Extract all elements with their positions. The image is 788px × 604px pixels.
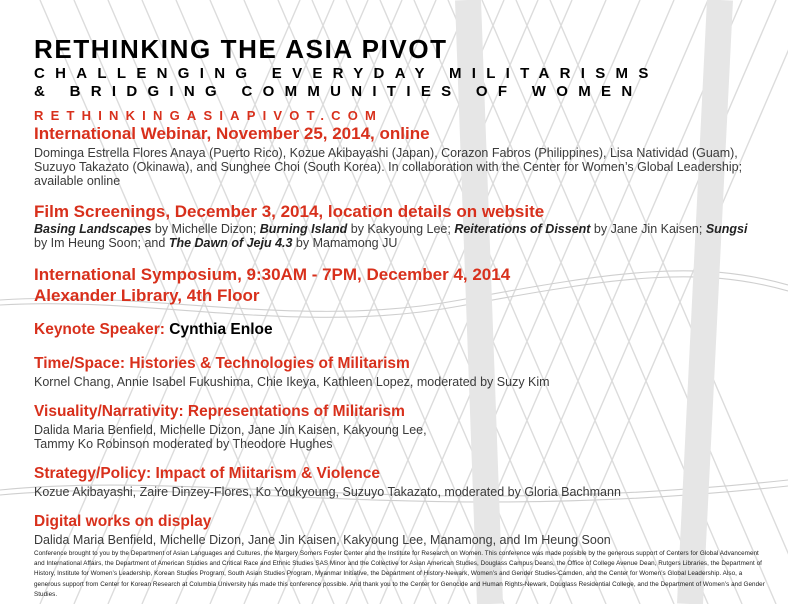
film-title: Sungsi: [705, 222, 748, 236]
film-screenings-heading: Film Screenings, December 3, 2014, location details on website: [34, 202, 545, 221]
flyer-subtitle-line1: CHALLENGING EVERYDAY MILITARISMS: [34, 65, 659, 82]
film-screenings-list: Basing Landscapes by Michelle Dizon; Burning Island by Kakyoung Lee; Reiterations of Dissent by Jane Jin Kaisen; Sungsi by Im Heung Soon; and The Dawn of Jeju 4.3 by Mamamong JU: [34, 222, 748, 250]
flyer-title: RETHINKING THE ASIA PIVOT: [34, 34, 448, 64]
flyer-subtitle-line2: & BRIDGING COMMUNITIES OF WOMEN: [34, 83, 643, 100]
panel-participants: Dalida Maria Benfield, Michelle Dizon, Jane Jin Kaisen, Kakyoung Lee, Tammy Ko Robinson moderated by Theodore Hughes: [34, 423, 427, 451]
panel-heading: Strategy/Policy: Impact of Miitarism & Violence: [34, 465, 380, 482]
film-title: The Dawn of Jeju 4.3: [168, 236, 293, 250]
film-title: Burning Island: [259, 222, 348, 236]
symposium-heading: International Symposium, 9:30AM - 7PM, December 4, 2014: [34, 265, 511, 284]
film-title: Basing Landscapes: [34, 222, 152, 236]
keynote-line: [34, 321, 273, 339]
webinar-heading: International Webinar, November 25, 2014, online: [34, 124, 430, 143]
webinar-description: Dominga Estrella Flores Anaya (Puerto Rico), Kozue Akibayashi (Japan), Corazon Fabros (Philippines), Lisa Natividad (Guam), Suzuyo Takazato (Okinawa), and Sunghee Choi (South Korea). In collaboration with the Center for Women’s Global Leadership; available online: [34, 146, 743, 188]
website-link[interactable]: RETHINKINGASIAPIVOT.COM: [34, 108, 384, 123]
panel-heading: Time/Space: Histories & Technologies of Militarism: [34, 355, 410, 372]
digital-works-artists: Dalida Maria Benfield, Michelle Dizon, Jane Jin Kaisen, Kakyoung Lee, Manamong, and Im Heung Soon: [34, 533, 611, 547]
symposium-location: Alexander Library, 4th Floor: [34, 286, 260, 305]
keynote-speaker-name: Cynthia Enloe: [169, 321, 273, 338]
film-title: Reiterations of Dissent: [454, 222, 591, 236]
digital-works-heading: Digital works on display: [34, 513, 212, 530]
keynote-label: Keynote Speaker:: [34, 321, 170, 338]
sponsor-credits: Conference brought to you by the Department of Asian Languages and Cultures, the Margery Somers Foster Center and the Institute for Research on Women. This conference was made possible by the generous support of Centers for Global Advancement and International Affairs, the Department of American Studies and Critical Race and Ethnic Studies SAS Minor and the Collective for Asian American Studies, Douglass Campus Deans, the Office of College Avenue Dean, Rutgers Libraries, the Department of History, Institute for Women’s Leadership, Korean Studies Program, South Asian Studies Program, Myanmar Initiative, the Department of History-Newark, Women’s and Gender Studies-Camden, and the Center for Women’s Global Leadership. Also, a generous support from Center for Korean Research at Columbia University has made this conference possible. And thank you to the Center for Genocide and Human Rights-Newark, Douglass Residential College, and the Department of Women’s and Gender Studies.: [34, 550, 765, 598]
panel-participants: Kozue Akibayashi, Zaire Dinzey-Flores, Ko Youkyoung, Suzuyo Takazato, moderated by Gloria Bachmann: [34, 485, 621, 499]
panel-participants: Kornel Chang, Annie Isabel Fukushima, Chie Ikeya, Kathleen Lopez, moderated by Suzy Kim: [34, 375, 550, 389]
panel-heading: Visuality/Narrativity: Representations of Militarism: [34, 403, 405, 420]
